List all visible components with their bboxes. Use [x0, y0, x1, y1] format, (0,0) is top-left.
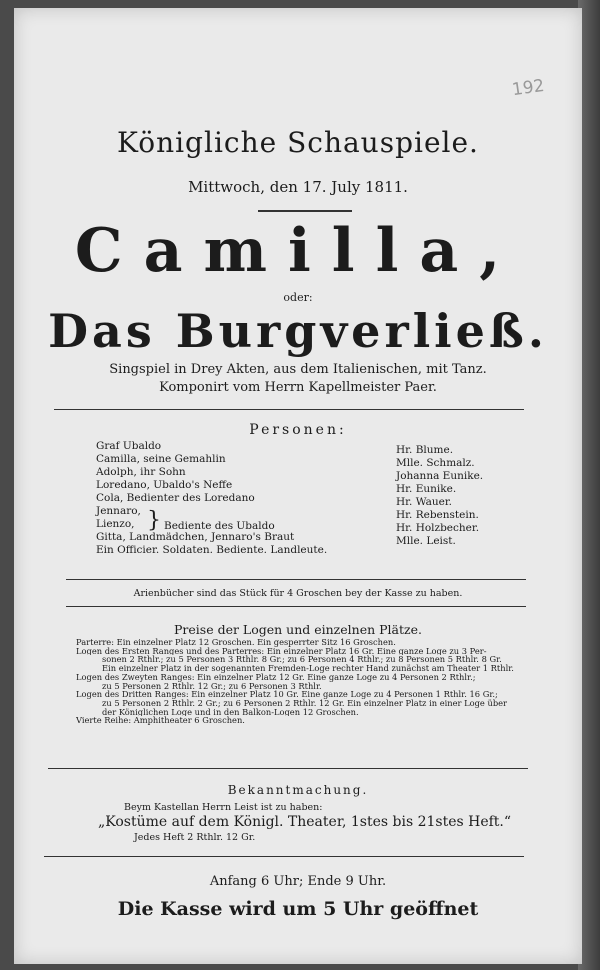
start-end-times: Anfang 6 Uhr; Ende 9 Uhr. [209, 874, 387, 889]
play-subtitle: Das Burgverließ. [48, 304, 548, 358]
announcement-line: „Kostüme auf dem Königl. Theater, 1stes bis 21stes Heft.“ [98, 814, 512, 830]
playbill-page [14, 8, 582, 964]
actor-item: Hr. Holzbecher. [396, 522, 480, 534]
divider [66, 606, 526, 607]
divider [66, 579, 526, 580]
role-item: Gitta, Landmädchen, Jennaro's Braut [96, 531, 295, 543]
announcement-line: Jedes Heft 2 Rthlr. 12 Gr. [134, 832, 256, 843]
archive-number: 192 [510, 75, 546, 101]
actor-list [396, 444, 516, 548]
performance-date: Mittwoch, den 17. July 1811. [188, 178, 408, 196]
price-line: zu 5 Personen 2 Rthlr. 12 Gr.; zu 6 Personen 3 Rthlr. [102, 681, 322, 691]
oder-label: oder: [283, 291, 313, 304]
role-item: Jennaro, [96, 505, 141, 517]
box-office-notice: Die Kasse wird um 5 Uhr geöffnet [117, 898, 479, 920]
announcement [14, 800, 582, 845]
role-item: Camilla, seine Gemahlin [96, 453, 226, 465]
divider [44, 856, 524, 857]
divider [48, 768, 528, 769]
genre-line: Singspiel in Drey Akten, aus dem Italienischen, mit Tanz. [109, 362, 487, 377]
role-item: Adolph, ihr Sohn [96, 466, 186, 478]
price-line: sonen 2 Rthlr.; zu 5 Personen 3 Rthlr. 8 Gr.; zu 6 Personen 4 Rthlr.; zu 8 Personen 5 Rthlr. 8 Gr. [102, 655, 502, 665]
price-line: Parterre: Ein einzelner Platz 12 Groschen. Ein gesperrter Sitz 16 Groschen. [76, 638, 396, 647]
price-line: Vierte Reihe: Amphitheater 6 Groschen. [76, 716, 245, 726]
actor-item: Hr. Rebenstein. [396, 509, 479, 521]
role-item: Ein Officier. Soldaten. Bediente. Landleute. [96, 544, 328, 556]
actor-item: Hr. Blume. [396, 444, 454, 456]
announcement-heading: Bekanntmachung. [227, 783, 369, 797]
price-line: der Königlichen Loge und in den Balkon-Logen 12 Groschen. [102, 707, 359, 717]
price-line: Ein einzelner Platz in der sogenannten Fremden-Loge rechter Hand zunächst am Theater 1 Rthlr. [102, 664, 514, 673]
actor-item: Hr. Wauer. [396, 496, 453, 508]
libretto-note: Arienbücher sind das Stück für 4 Groschen bey der Kasse zu haben. [133, 588, 463, 599]
actor-item: Mlle. Schmalz. [396, 457, 475, 469]
price-line: zu 5 Personen 2 Rthlr. 2 Gr.; zu 6 Personen 2 Rthlr. 12 Gr. Ein einzelner Platz in einer Loge über [102, 698, 508, 708]
role-item: Graf Ubaldo [96, 440, 162, 452]
play-title: Camilla, [74, 216, 522, 286]
role-item: Loredano, Ubaldo's Neffe [96, 479, 233, 491]
prices-heading: Preise der Logen und einzelnen Plätze. [174, 622, 422, 637]
brace-symbol: } [147, 508, 161, 533]
announcement-line: Beym Kastellan Herrn Leist ist zu haben: [124, 802, 323, 813]
actor-item: Hr. Eunike. [396, 483, 457, 495]
actor-item: Johanna Eunike. [396, 470, 484, 482]
price-line: Logen des Dritten Ranges: Ein einzelner Platz 10 Gr. Eine ganze Loge zu 4 Personen 1 Rthlr. 16 Gr.; [76, 690, 498, 699]
cast-heading: Personen: [249, 422, 347, 438]
title-divider [258, 210, 352, 212]
bediente-label: Bediente des Ubaldo [164, 520, 275, 532]
divider [54, 409, 524, 410]
actor-item: Mlle. Leist. [396, 535, 456, 547]
price-line: Logen des Ersten Ranges und des Parterres: Ein einzelner Platz 16 Gr. Eine ganze Loge zu 3 Per- [76, 646, 487, 656]
role-item: Cola, Bedienter des Loredano [96, 492, 255, 504]
composer-line: Komponirt vom Herrn Kapellmeister Paer. [159, 380, 437, 395]
role-item: Lienzo, [96, 518, 135, 530]
price-list [76, 638, 524, 725]
price-line: Logen des Zweyten Ranges: Ein einzelner Platz 12 Gr. Eine ganze Loge zu 4 Personen 2 Rthlr.; [76, 672, 476, 682]
genre-description [14, 361, 582, 397]
role-list [96, 440, 336, 557]
theater-header: Königliche Schauspiele. [117, 126, 479, 159]
